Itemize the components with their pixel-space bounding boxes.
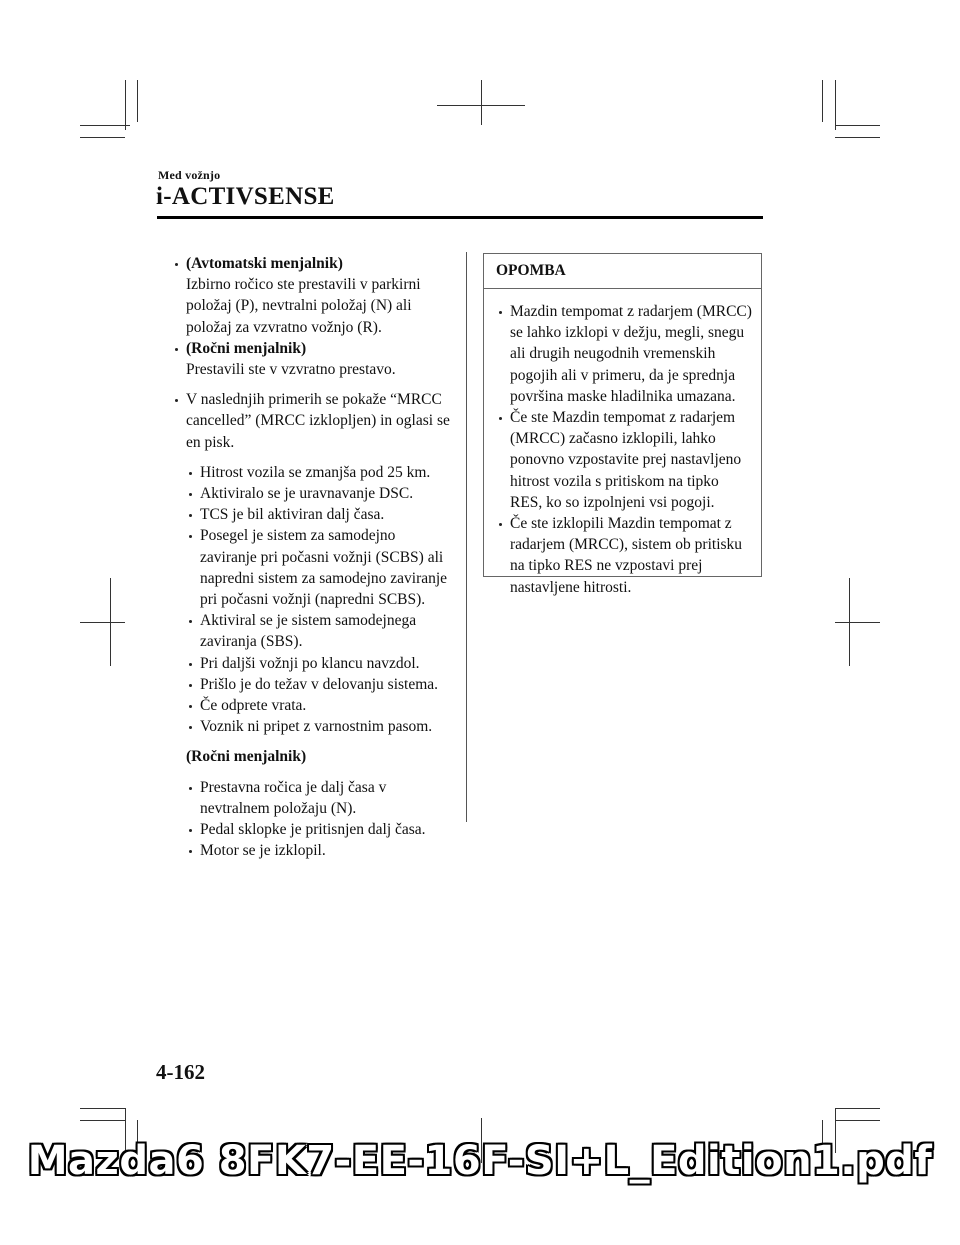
note-body	[484, 289, 761, 598]
list-item	[170, 389, 455, 453]
list-item	[184, 777, 455, 819]
list-item	[184, 610, 455, 652]
cancel-list	[170, 462, 455, 738]
column-divider	[466, 252, 467, 822]
bullet-icon	[175, 263, 178, 266]
note-box	[483, 253, 762, 596]
list-item-text: Prestavna ročica je dalj časa v nevtralnem položaju (N).	[200, 778, 387, 817]
list-item-text: Če odprete vrata.	[200, 697, 307, 715]
crop-mark	[137, 80, 138, 122]
list-item	[184, 653, 455, 674]
manual-list	[170, 777, 455, 862]
list-item	[184, 716, 455, 737]
automatic-text: Izbirno ročico ste prestavili v parkirni položaj (P), nevtralni položaj (N) ali položaj za vzvratno vožnjo (R).	[186, 276, 421, 336]
bullet-icon	[189, 705, 192, 708]
crop-mark	[481, 80, 482, 125]
bullet-icon	[189, 829, 192, 832]
list-item-text: Pri daljši vožnji po klancu navzdol.	[200, 654, 420, 672]
section-label: Med vožnjo	[158, 168, 221, 182]
bullet-icon	[189, 726, 192, 729]
list-item	[184, 819, 455, 840]
bullet-icon	[189, 663, 192, 666]
crop-mark	[835, 125, 880, 126]
list-item-text: Pedal sklopke je pritisnjen dalj časa.	[200, 821, 426, 839]
list-item	[184, 504, 455, 525]
crop-mark	[835, 1120, 880, 1121]
manual-heading-2: (Ročni menjalnik)	[186, 748, 307, 766]
bullet-icon	[189, 850, 192, 853]
header-rule	[157, 216, 763, 219]
bullet-icon	[189, 514, 192, 517]
list-item-text: Aktiviral se je sistem samodejnega zaviranja (SBS).	[200, 612, 417, 651]
bullet-icon	[499, 417, 502, 420]
list-item	[494, 513, 753, 598]
left-column	[170, 253, 455, 861]
list-item-text: Aktiviralo se je uravnavanje DSC.	[200, 485, 414, 503]
bullet-icon	[189, 535, 192, 538]
list-item-text: TCS je bil aktiviran dalj časa.	[200, 506, 385, 524]
list-item	[184, 483, 455, 504]
list-item-text: Prišlo je do težav v delovanju sistema.	[200, 675, 439, 693]
list-item	[184, 674, 455, 695]
list-item	[184, 462, 455, 483]
crop-mark	[835, 622, 880, 623]
list-item	[170, 338, 455, 380]
list-item	[494, 407, 753, 513]
crop-mark	[110, 578, 111, 666]
automatic-heading: (Avtomatski menjalnik)	[186, 255, 343, 272]
crop-mark	[835, 137, 880, 138]
bullet-icon	[499, 311, 502, 314]
list-item	[170, 253, 455, 338]
crop-mark	[80, 125, 130, 126]
bullet-icon	[175, 399, 178, 402]
page-title: i-ACTIVSENSE	[156, 183, 335, 210]
bullet-icon	[189, 620, 192, 623]
filename-watermark: Mazda6 8FK7-EE-16F-SI+L_Edition1.pdf	[27, 1138, 933, 1184]
manual-text: Prestavili ste v vzvratno prestavo.	[186, 361, 396, 379]
list-item	[494, 301, 753, 407]
crop-mark	[835, 1108, 880, 1109]
bullet-icon	[189, 472, 192, 475]
crop-mark	[80, 137, 125, 138]
list-item-text: Če ste izklopili Mazdin tempomat z radarjem (MRCC), sistem ob pritisku na tipko RES ne vzpostavi prej nastavljene hitrosti.	[510, 515, 743, 596]
crop-mark	[80, 622, 125, 623]
list-item	[184, 525, 455, 610]
bullet-icon	[189, 787, 192, 790]
list-item-text: Posegel je sistem za samodejno zaviranje pri počasni vožnji (SCBS) ali napredni sistem za samodejno zaviranje pri počasni vožnji (napredni SCBS).	[200, 527, 448, 609]
crop-mark	[822, 80, 823, 122]
crop-mark	[125, 80, 126, 130]
manual-heading: (Ročni menjalnik)	[186, 339, 307, 357]
list-item	[184, 695, 455, 716]
list-item	[184, 840, 455, 861]
bullet-icon	[189, 493, 192, 496]
crop-mark	[835, 80, 836, 130]
list-item-text: Če ste Mazdin tempomat z radarjem (MRCC) začasno izklopili, lahko ponovno vzpostavite prej nastavljeno hitrost vozila s pritiskom na tipko RES, ko so izpolnjeni vsi pogoji.	[510, 409, 742, 511]
list-item-text: Motor se je izklopil.	[200, 842, 326, 860]
note-title: OPOMBA	[484, 254, 761, 289]
crop-mark	[849, 578, 850, 666]
page-number: 4-162	[156, 1060, 205, 1084]
bullet-icon	[175, 348, 178, 351]
list-item-text: Voznik ni pripet z varnostnim pasom.	[200, 718, 433, 736]
list-item-text: Hitrost vozila se zmanjša pod 25 km.	[200, 463, 431, 481]
cancel-intro: V naslednjih primerih se pokaže “MRCC cancelled” (MRCC izklopljen) in oglasi se en pisk.	[186, 391, 450, 451]
crop-mark	[80, 1108, 125, 1109]
crop-mark	[80, 1120, 125, 1121]
bullet-icon	[189, 684, 192, 687]
list-item-text: Mazdin tempomat z radarjem (MRCC) se lahko izklopi v dežju, megli, snegu ali drugih neugodnih vremenskih pogojih ali v primeru, da je sprednja površina maske hladilnika umazana.	[510, 303, 752, 405]
bullet-icon	[499, 523, 502, 526]
